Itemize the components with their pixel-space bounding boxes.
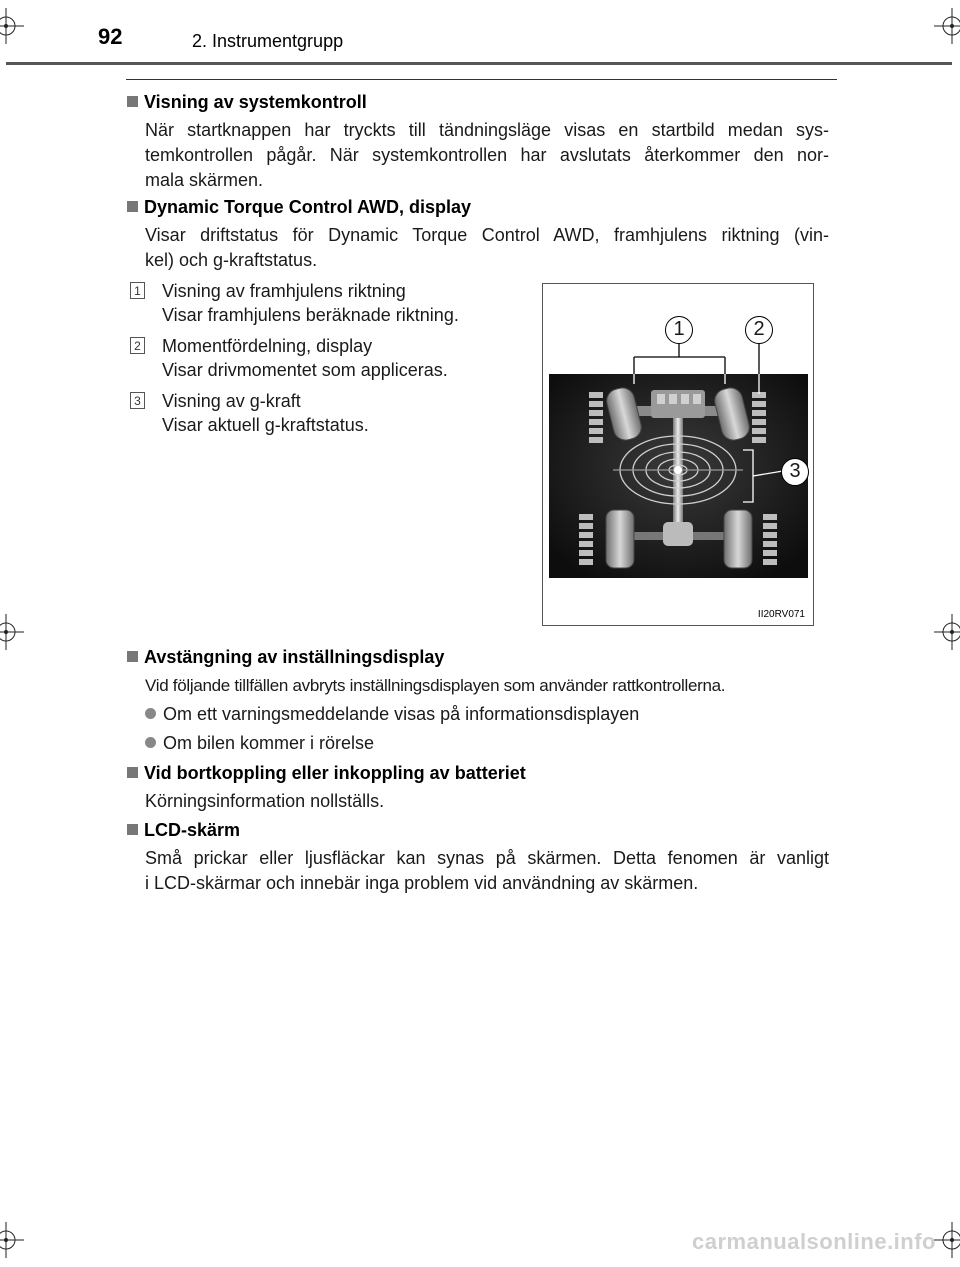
chapter-title: 2. Instrumentgrupp — [192, 31, 344, 51]
bullet-item: Om ett varningsmeddelande visas på informationsdisplayen — [145, 704, 639, 725]
header-rule — [6, 62, 952, 65]
circle-bullet-icon — [145, 708, 156, 719]
item-marker: 1 — [130, 282, 145, 299]
section-heading-batteri: Vid bortkoppling eller inkoppling av batteriet — [127, 763, 526, 784]
section-text-lcd — [145, 846, 829, 896]
section-text-avstangning: Vid följande tillfällen avbryts inställningsdisplayen som använder rattkontrollerna. — [145, 676, 726, 695]
square-bullet-icon — [127, 201, 138, 212]
text-line: i LCD-skärmar och innebär inga problem vid användning av skärmen. — [145, 873, 699, 893]
callout-1: 1 — [665, 316, 693, 344]
circle-bullet-icon — [145, 737, 156, 748]
item-desc: Visar aktuell g-kraftstatus. — [162, 415, 369, 435]
item-desc: Visar drivmomentet som appliceras. — [162, 360, 448, 380]
section-text-batteri: Körningsinformation nollställs. — [145, 791, 385, 811]
watermark: carmanualsonline.info — [692, 1229, 936, 1254]
section-heading-awd: Dynamic Torque Control AWD, display — [127, 197, 471, 218]
section-text-systemkontroll — [145, 118, 829, 193]
figure-code: II20RV071 — [757, 609, 805, 620]
page-number: 92 — [98, 24, 123, 49]
callout-2: 2 — [745, 316, 773, 344]
section-heading-systemkontroll: Visning av systemkontroll — [127, 92, 367, 113]
item-title: Momentfördelning, display — [162, 336, 373, 356]
section-heading-avstangning: Avstängning av inställningsdisplay — [127, 647, 444, 668]
item-title: Visning av g-kraft — [162, 391, 301, 411]
item-marker: 3 — [130, 392, 145, 409]
square-bullet-icon — [127, 651, 138, 662]
text-line: mala skärmen. — [145, 170, 264, 190]
text-line: kel) och g-kraftstatus. — [145, 250, 318, 270]
awd-display-figure — [542, 283, 814, 626]
item-marker: 2 — [130, 337, 145, 354]
item-desc: Visar framhjulens beräknade riktning. — [162, 305, 459, 325]
square-bullet-icon — [127, 96, 138, 107]
text-line: Små prickar eller ljusfläckar kan synas på skärmen. Detta fenomen är vanligt — [145, 848, 829, 868]
callout-3: 3 — [781, 458, 809, 486]
section-text-awd — [145, 223, 829, 273]
text-line: När startknappen har tryckts till tändningsläge visas en startbild medan sys- — [145, 120, 829, 140]
square-bullet-icon — [127, 824, 138, 835]
section-rule — [126, 79, 837, 80]
square-bullet-icon — [127, 767, 138, 778]
bullet-item: Om bilen kommer i rörelse — [145, 733, 374, 754]
text-line: temkontrollen pågår. När systemkontrollen har avslutats återkommer den nor- — [145, 145, 829, 165]
text-line: Visar driftstatus för Dynamic Torque Control AWD, framhjulens riktning (vin- — [145, 225, 829, 245]
item-title: Visning av framhjulens riktning — [162, 281, 406, 301]
section-heading-lcd: LCD-skärm — [127, 820, 240, 841]
